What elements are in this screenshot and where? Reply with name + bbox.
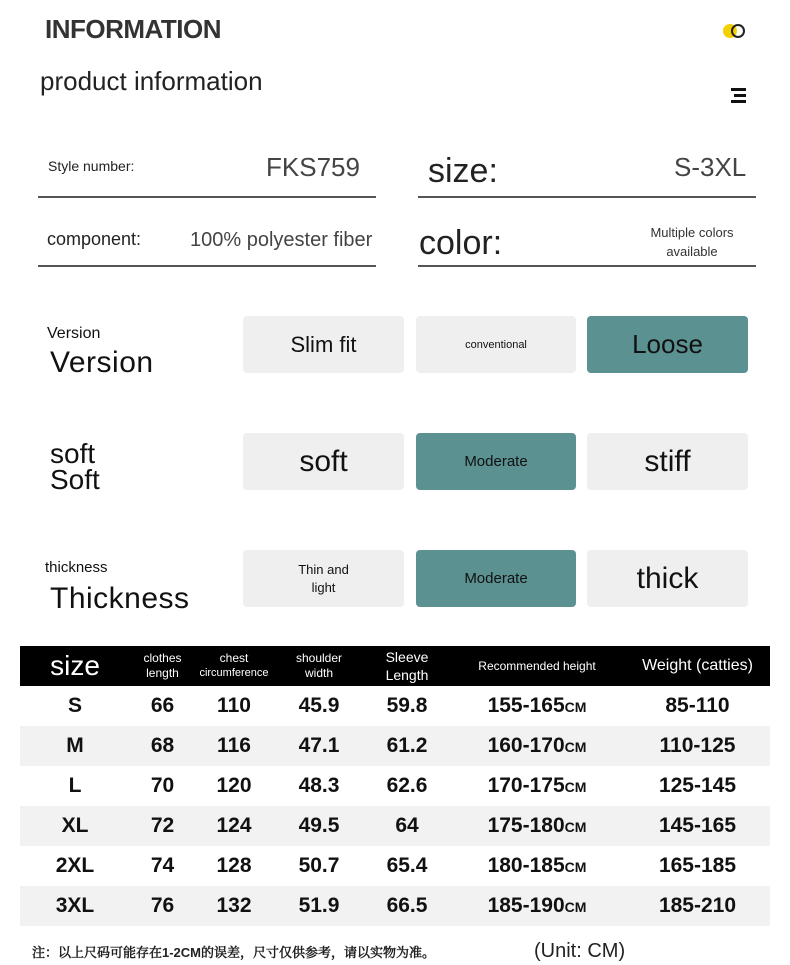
header-chest: chest circumference bbox=[195, 646, 273, 686]
cell-height: 185-190CM bbox=[449, 886, 625, 926]
cell-height: 160-170CM bbox=[449, 726, 625, 766]
option-thin-and-light[interactable]: Thin and light bbox=[243, 550, 404, 607]
cell-sleeve: 59.8 bbox=[386, 694, 428, 717]
cell-height: 170-175CM bbox=[487, 774, 587, 797]
cell-shoulder: 45.9 bbox=[298, 694, 340, 717]
cell-length: 76 bbox=[130, 886, 195, 926]
table-row bbox=[20, 806, 770, 846]
divider bbox=[38, 196, 376, 198]
option-moderate-softness[interactable]: Moderate bbox=[416, 433, 576, 490]
thickness-label-small: thickness bbox=[45, 559, 108, 576]
option-slim-fit[interactable]: Slim fit bbox=[243, 316, 404, 373]
cell-sleeve: 66.5 bbox=[365, 886, 449, 926]
ring-dot-icon bbox=[731, 24, 745, 38]
size-chart-table bbox=[20, 646, 770, 926]
style-number-label: Style number: bbox=[48, 158, 135, 174]
cell-weight: 85-110 bbox=[665, 694, 730, 717]
size-range-value: S-3XL bbox=[674, 152, 747, 182]
cell-size: 3XL bbox=[20, 886, 130, 926]
cell-height: 175-180CM bbox=[449, 806, 625, 846]
cell-chest: 120 bbox=[216, 774, 252, 797]
color-value bbox=[632, 223, 752, 261]
softness-label-big: Soft bbox=[50, 464, 100, 495]
table-row bbox=[20, 686, 770, 726]
header-weight: Weight (catties) bbox=[625, 646, 770, 686]
style-number-value: FKS759 bbox=[266, 152, 360, 182]
divider bbox=[418, 196, 756, 198]
option-stiff[interactable]: stiff bbox=[587, 433, 748, 490]
divider bbox=[38, 265, 376, 267]
color-value-line1: Multiple colors bbox=[650, 225, 734, 240]
thickness-label-big: Thickness bbox=[50, 582, 190, 615]
option-thick[interactable]: thick bbox=[587, 550, 748, 607]
cell-sleeve: 65.4 bbox=[386, 854, 428, 877]
cell-size: S bbox=[67, 694, 82, 717]
header-clothes-length: clothes length bbox=[130, 646, 195, 686]
toggle-dots-icon[interactable] bbox=[723, 22, 749, 40]
cell-chest: 116 bbox=[195, 726, 273, 766]
component-label: component: bbox=[47, 229, 142, 249]
cell-size: L bbox=[68, 774, 82, 797]
cell-length: 70 bbox=[150, 774, 175, 797]
cell-weight: 165-185 bbox=[658, 854, 737, 877]
cell-shoulder: 50.7 bbox=[298, 854, 340, 877]
table-row bbox=[20, 726, 770, 766]
cell-sleeve: 62.6 bbox=[386, 774, 428, 797]
cell-length: 74 bbox=[150, 854, 175, 877]
cell-shoulder: 51.9 bbox=[273, 886, 365, 926]
cell-length: 68 bbox=[130, 726, 195, 766]
cell-length: 66 bbox=[150, 694, 175, 717]
softness-label-small: soft bbox=[50, 438, 96, 469]
menu-icon[interactable] bbox=[727, 88, 746, 106]
header-size: size bbox=[20, 646, 130, 686]
version-label-small: Version bbox=[47, 325, 101, 342]
cell-sleeve: 64 bbox=[365, 806, 449, 846]
cell-shoulder: 49.5 bbox=[273, 806, 365, 846]
cell-chest: 132 bbox=[195, 886, 273, 926]
cell-chest: 110 bbox=[217, 694, 251, 717]
cell-sleeve: 61.2 bbox=[365, 726, 449, 766]
cell-weight: 145-165 bbox=[625, 806, 770, 846]
size-label: size: bbox=[428, 152, 498, 190]
cell-size: XL bbox=[20, 806, 130, 846]
section-subtitle: product information bbox=[40, 66, 263, 96]
table-header-row bbox=[20, 646, 770, 686]
table-row bbox=[20, 886, 770, 926]
option-conventional[interactable]: conventional bbox=[416, 316, 576, 373]
header-shoulder: shoulder width bbox=[273, 646, 365, 686]
cell-length: 72 bbox=[130, 806, 195, 846]
table-row bbox=[20, 846, 770, 886]
cell-size: M bbox=[20, 726, 130, 766]
measurement-note: 注：以上尺码可能存在1-2CM的误差，尺寸仅供参考，请以实物为准。 bbox=[32, 945, 436, 960]
cell-weight: 110-125 bbox=[625, 726, 770, 766]
option-soft[interactable]: soft bbox=[243, 433, 404, 490]
version-label-big: Version bbox=[50, 346, 154, 379]
color-value-line2: available bbox=[666, 244, 718, 259]
cell-weight: 185-210 bbox=[625, 886, 770, 926]
divider bbox=[418, 265, 756, 267]
cell-size: 2XL bbox=[55, 854, 95, 877]
color-label: color: bbox=[419, 224, 503, 262]
header-recommended-height: Recommended height bbox=[449, 646, 625, 686]
cell-height: 180-185CM bbox=[487, 854, 587, 877]
header-sleeve: Sleeve Length bbox=[365, 646, 449, 686]
cell-height: 155-165CM bbox=[487, 694, 587, 717]
cell-weight: 125-145 bbox=[658, 774, 737, 797]
page-title: INFORMATION bbox=[45, 14, 221, 44]
unit-label: (Unit: CM) bbox=[534, 940, 626, 962]
cell-chest: 128 bbox=[216, 854, 252, 877]
component-value: 100% polyester fiber bbox=[190, 229, 373, 251]
option-loose[interactable]: Loose bbox=[587, 316, 748, 373]
cell-shoulder: 47.1 bbox=[273, 726, 365, 766]
cell-chest: 124 bbox=[195, 806, 273, 846]
table-row bbox=[20, 766, 770, 806]
cell-shoulder: 48.3 bbox=[298, 774, 340, 797]
option-moderate-thickness[interactable]: Moderate bbox=[416, 550, 576, 607]
